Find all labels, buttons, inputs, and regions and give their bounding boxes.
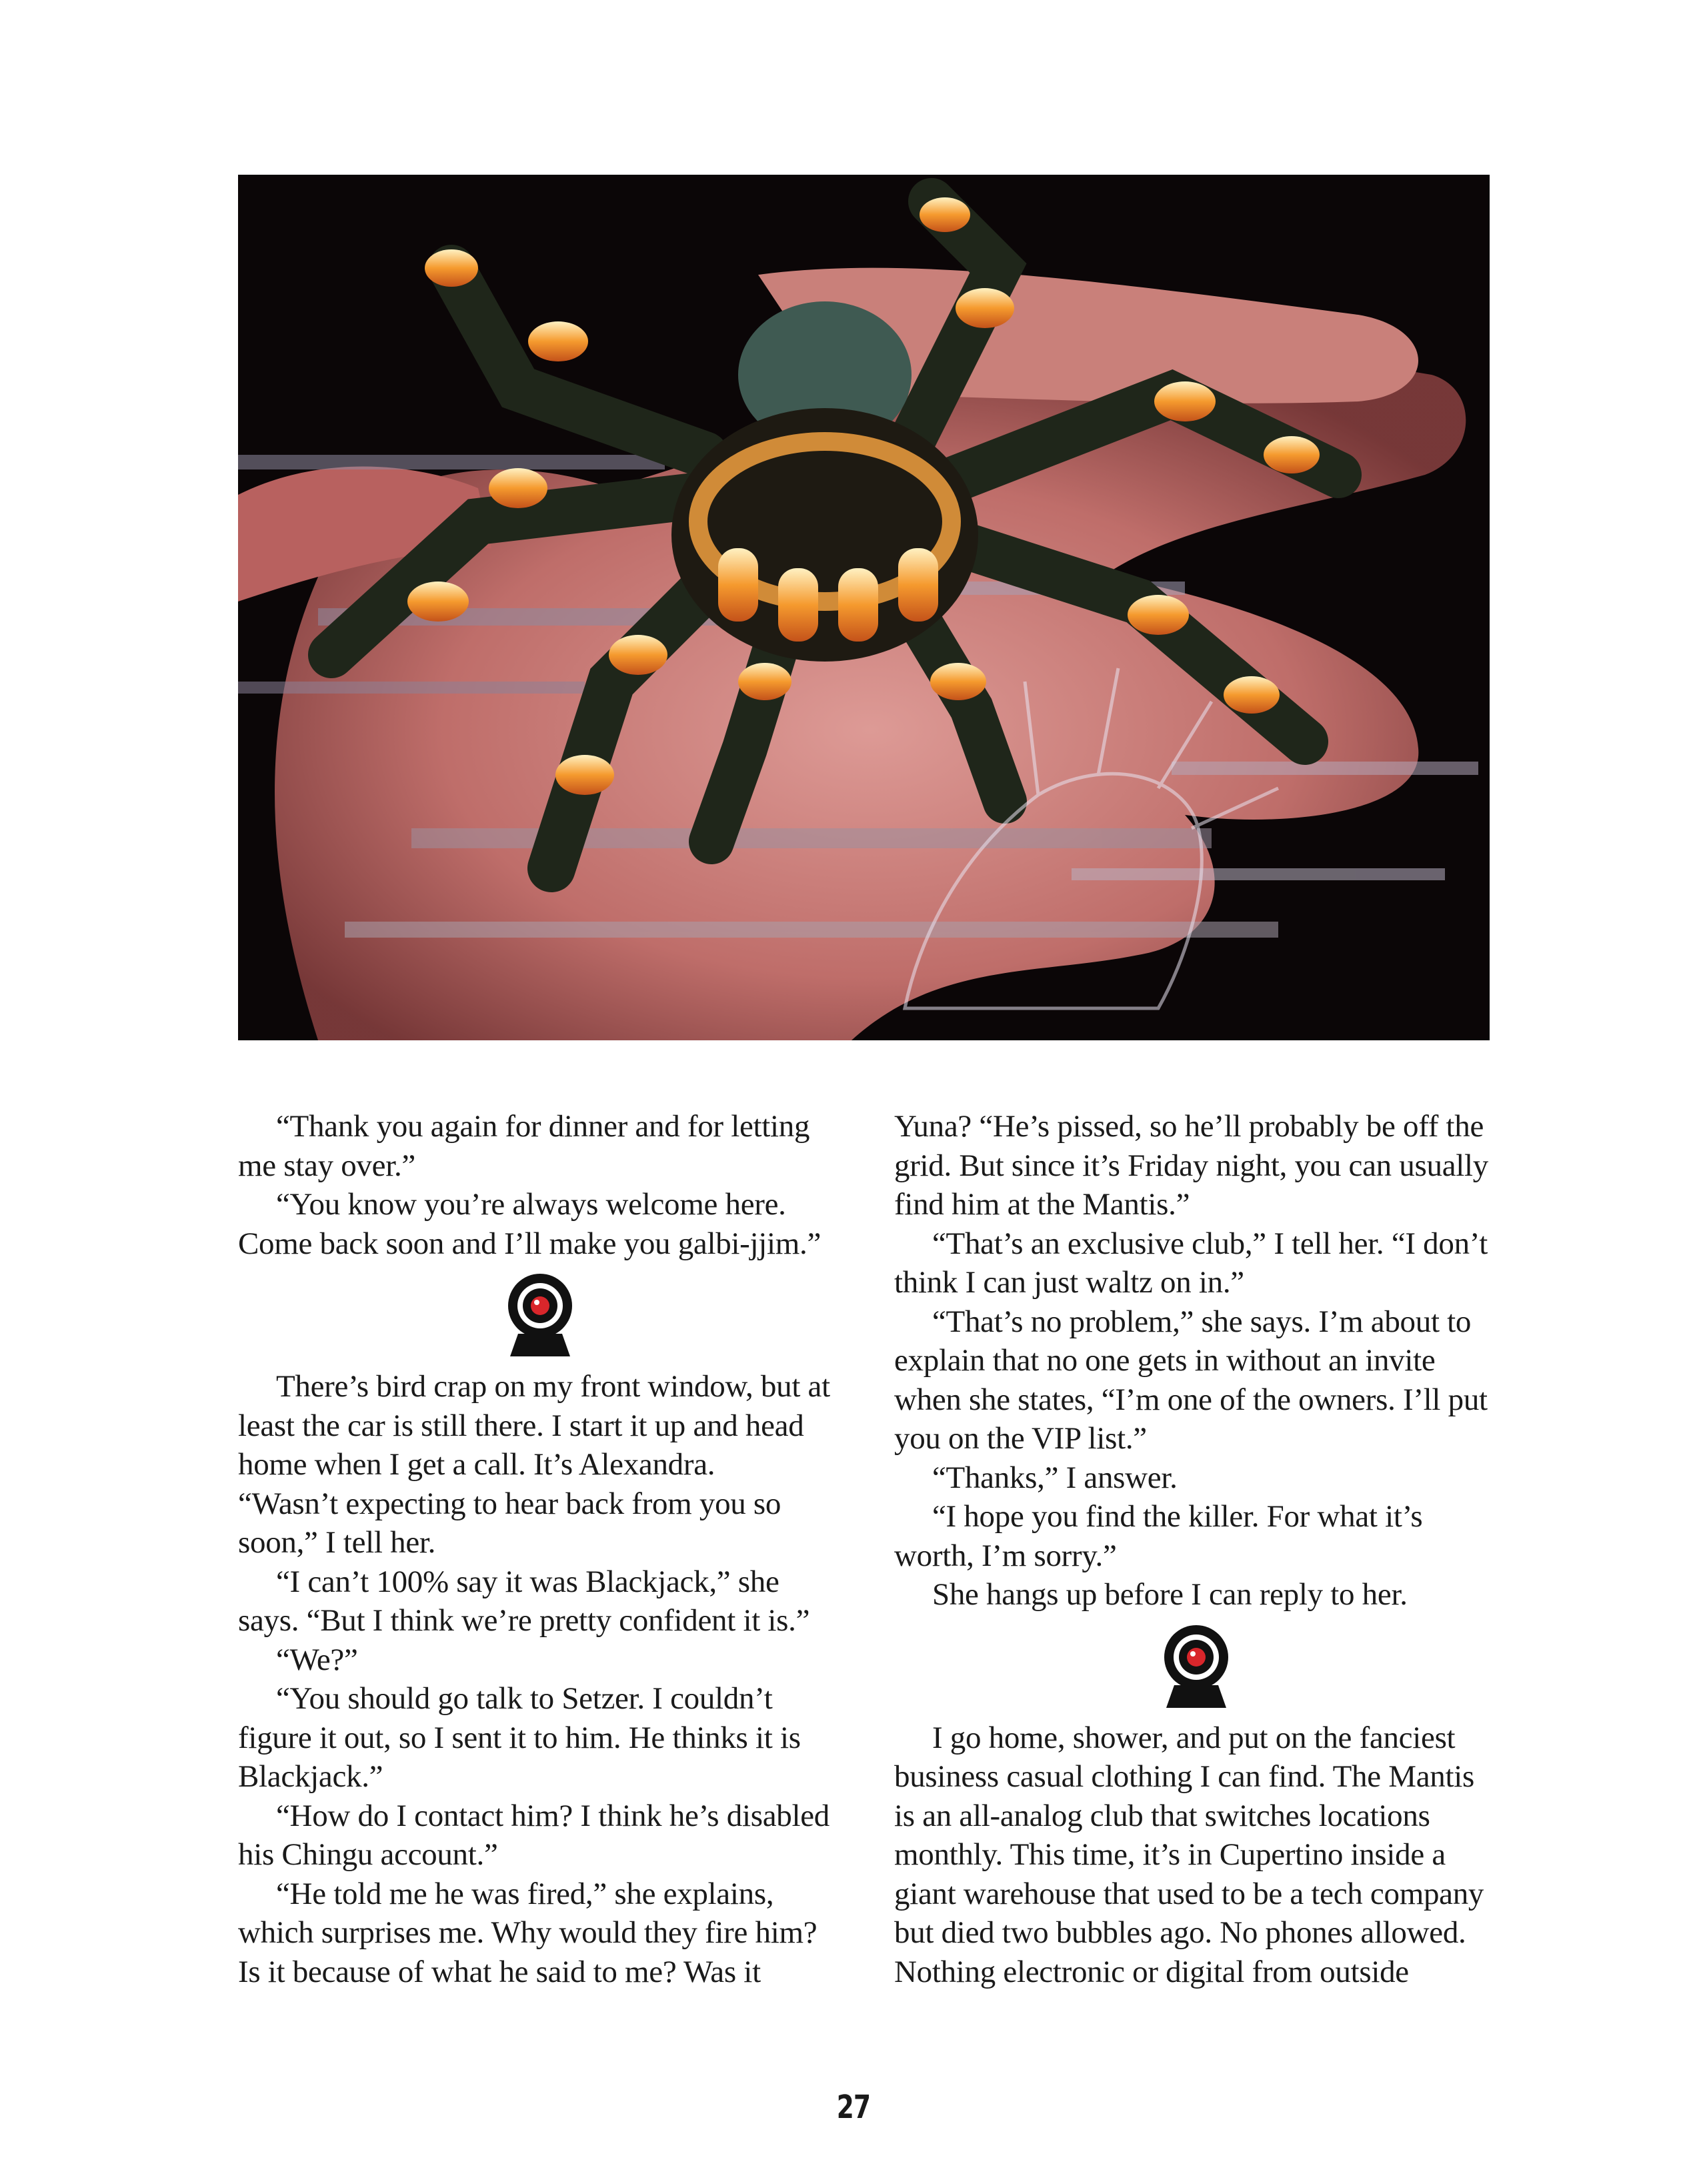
webcam-icon [1160,1624,1233,1709]
paragraph: “That’s no problem,” she says. I’m about to explain that no one gets in without an invite when she states, “I’m one of the owners. I’ll put you on the VIP list.” [894,1304,1488,1456]
paragraph: “You should go talk to Setzer. I couldn’t figure it out, so I sent it to him. He thinks it is Blackjack.” [238,1681,801,1794]
paragraph: “Thank you again for dinner and for letting me stay over.” [238,1109,810,1183]
section-divider [894,1614,1498,1719]
paragraph: “You know you’re always welcome here. Come back soon and I’ll make you galbi-jjim.” [238,1187,821,1261]
tarantula-illustration [238,175,1490,1040]
paragraph: “He told me he was fired,” she explains, which surprises me. Why would they fire him? Is it because of what he said to me? Was it [238,1876,817,1989]
paragraph: “That’s an exclusive club,” I tell her. “I don’t think I can just waltz on in.” [894,1226,1488,1300]
right-text-column [894,1107,1498,1991]
webcam-icon [503,1272,577,1358]
paragraph: “How do I contact him? I think he’s disabled his Chingu account.” [238,1798,829,1872]
paragraph: She hangs up before I can reply to her. [932,1577,1408,1612]
paragraph: “We?” [276,1642,358,1677]
paragraph: Yuna? “He’s pissed, so he’ll probably be off the grid. But since it’s Friday night, you can usually find him at the Mantis.” [894,1109,1488,1222]
paragraph: “Wasn’t expecting to hear back from you so soon,” I tell her. [238,1486,781,1560]
section-divider [238,1263,841,1367]
paragraph: “I can’t 100% say it was Blackjack,” she says. “But I think we’re pretty confident it is.” [238,1564,810,1638]
paragraph: “I hope you find the killer. For what it’s worth, I’m sorry.” [894,1499,1423,1573]
page-number: 27 [836,2089,871,2126]
left-text-column [238,1107,841,1991]
paragraph: There’s bird crap on my front window, but at least the car is still there. I start it up and head home when I get a call. It’s Alexandra. [238,1369,830,1482]
paragraph: I go home, shower, and put on the fanciest business casual clothing I can find. The Mantis is an all-analog club that switches locations monthly. This time, it’s in Cupertino inside a giant warehouse that used to be a tech company but died two bubbles ago. No phones allowed. Nothing electronic or digital from outside [894,1720,1484,1989]
paragraph: “Thanks,” I answer. [932,1460,1178,1495]
